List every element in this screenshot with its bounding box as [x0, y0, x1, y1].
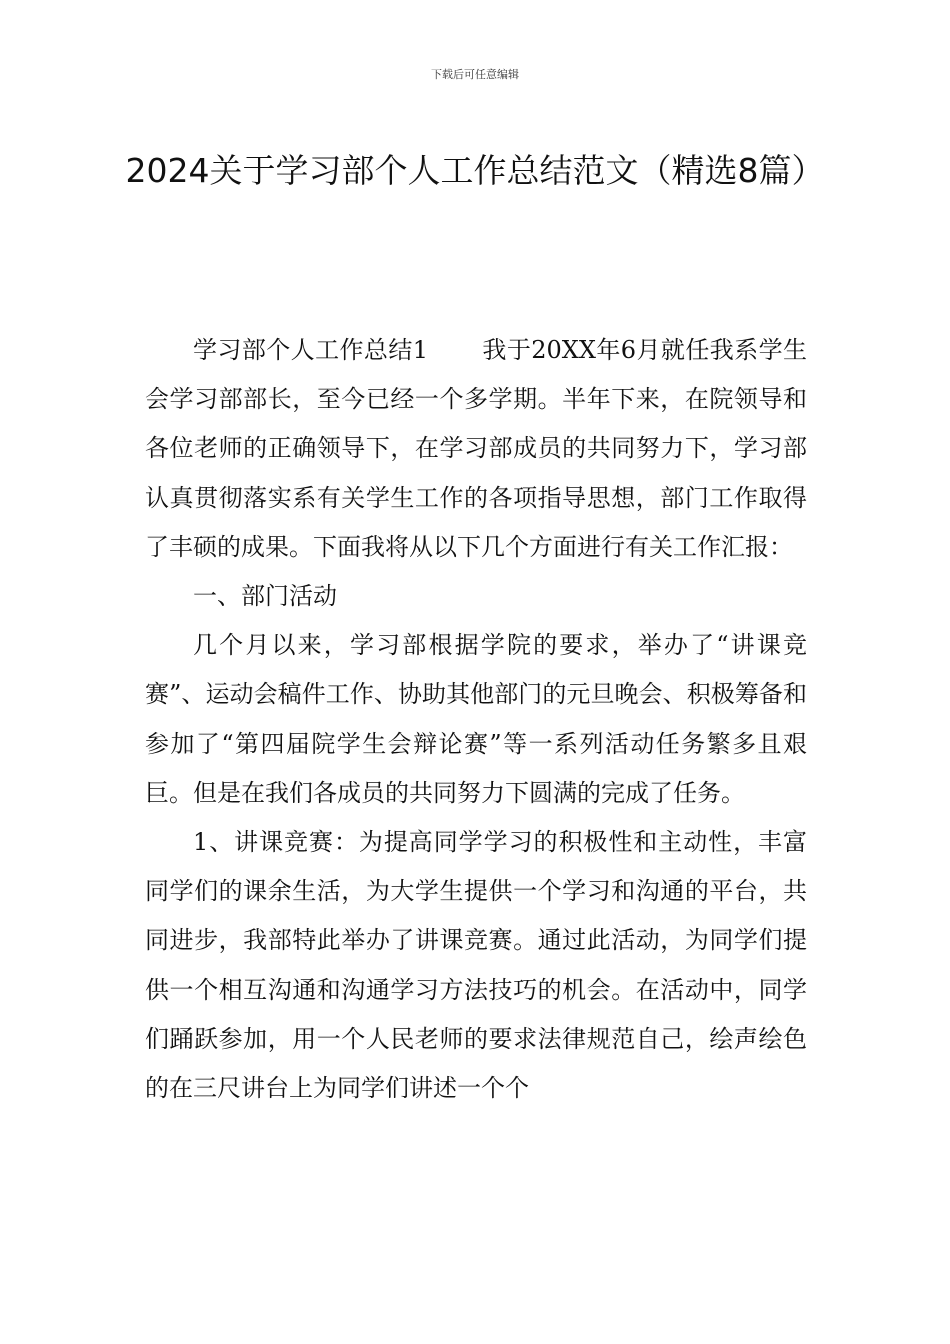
paragraph-lecture-contest: 1、讲课竞赛：为提高同学学习的积极性和主动性，丰富同学们的课余生活，为大学生提供一个学习和沟通的平台，共同进步，我部特此举办了讲课竞赛。通过此活动，为同学们提供一个相互沟通和沟通学习方法技巧的机会。在活动中，同学们踊跃参加，用一个人民老师的要求法律规范自己，绘声绘色的在三尺讲台上为同学们讲述一个个	[145, 828, 807, 1103]
section-heading-departments: 一、部门活动	[193, 582, 337, 611]
paragraph-intro	[145, 326, 807, 572]
header-note: 下载后可任意编辑	[431, 68, 519, 81]
document-body	[145, 326, 807, 1113]
paragraph-text: 我于20XX年6月就任我系学生会学习部部长，至今已经一个多学期。半年下来，在院领导和各位老师的正确领导下，在学习部成员的共同努力下，学习部认真贯彻落实系有关学生工作的各项指导思想，部门工作取得了丰硕的成果。下面我将从以下几个方面进行有关工作汇报：	[145, 336, 807, 561]
paragraph-activities: 几个月以来，学习部根据学院的要求，举办了“讲课竞赛”、运动会稿件工作、协助其他部门的元旦晚会、积极筹备和参加了“第四届院学生会辩论赛”等一系列活动任务繁多且艰巨。但是在我们各成员的共同努力下圆满的完成了任务。	[145, 631, 807, 807]
section-heading-1: 学习部个人工作总结1	[193, 336, 429, 364]
document-title: 2024关于学习部个人工作总结范文（精选8篇）	[125, 151, 825, 191]
